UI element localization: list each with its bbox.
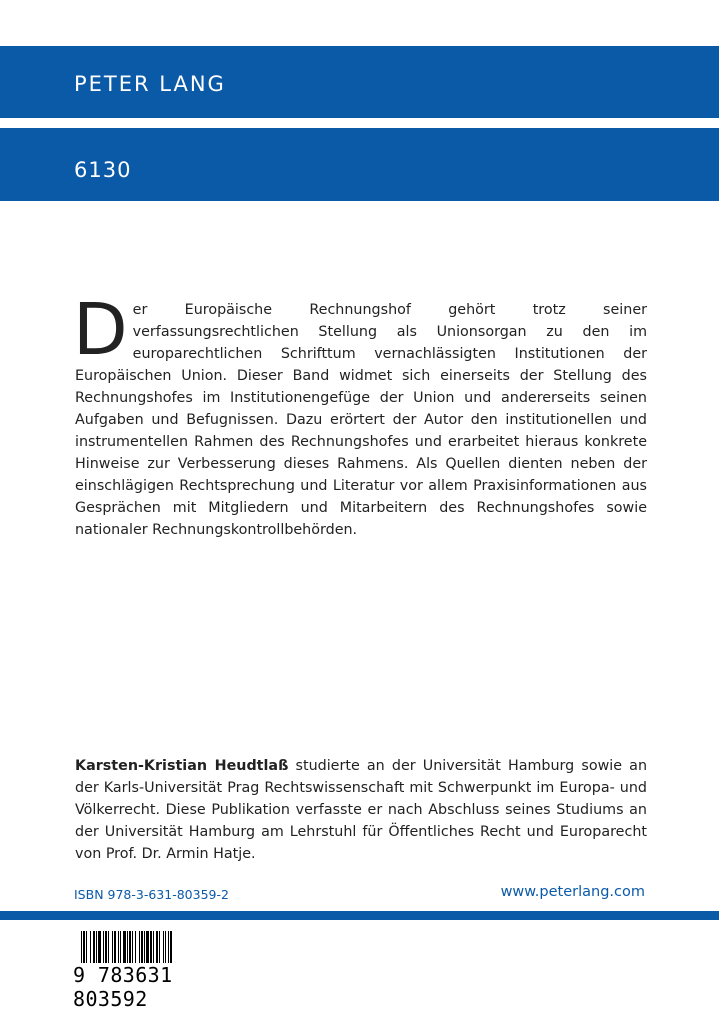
abstract-text: er Europäische Rechnungshof gehört trotz seiner verfassungsrechtlichen Stellung als Unionsorgan zu den im europarechtlichen Schrifttum vernachlässigten Institutionen der Europäischen Union. Dieser Band widmet sich einerseits der Stellung des Rechnungshofes im Institutionengefüge der Union und andererseits seinen Aufgaben und Befugnissen. Dazu erörtert der Autor den institutionellen und instrumentellen Rahmen des Rechnungshofes und erarbeitet hieraus konkrete Hinweise zur Verbesserung dieses Rahmens. Als Quellen dienten neben der einschlägigen Rechtsprechung und Literatur vor allem Praxisinformationen aus Gesprächen mit Mitgliedern und Mitarbeitern des Rechnungshofes sowie nationaler Rechnungskontrollbehörden. bbox=[75, 302, 647, 538]
barcode-bar bbox=[163, 931, 164, 965]
publisher-name: PETER LANG bbox=[74, 72, 226, 96]
barcode-bar bbox=[159, 931, 160, 965]
series-number: 6130 bbox=[74, 158, 132, 182]
barcode-bar bbox=[81, 931, 82, 965]
barcode-bar bbox=[108, 931, 109, 965]
barcode-bar bbox=[144, 931, 145, 965]
barcode-bar bbox=[127, 931, 128, 965]
barcode-bar bbox=[123, 931, 126, 965]
website-link[interactable]: www.peterlang.com bbox=[500, 884, 645, 900]
barcode-bar bbox=[146, 931, 149, 965]
barcode-bar bbox=[93, 931, 95, 965]
barcode-bar bbox=[129, 931, 131, 965]
barcode-bar bbox=[112, 931, 113, 965]
barcode-bar bbox=[120, 931, 121, 965]
barcode-bar bbox=[103, 931, 104, 965]
barcode-bar bbox=[156, 931, 158, 965]
barcode-bar bbox=[90, 931, 91, 965]
barcode-bar bbox=[132, 931, 133, 965]
barcode-bar bbox=[168, 931, 169, 965]
barcode-bar bbox=[150, 931, 152, 965]
barcode-bar bbox=[141, 931, 143, 965]
barcode-bar bbox=[170, 931, 172, 965]
barcode-bar bbox=[96, 931, 97, 965]
series-banner bbox=[0, 128, 719, 201]
author-name: Karsten-Kristian Heudtlaß bbox=[75, 758, 289, 774]
barcode-bar bbox=[86, 931, 87, 965]
book-abstract bbox=[73, 288, 647, 541]
barcode-bar bbox=[114, 931, 116, 965]
barcode-bar bbox=[139, 931, 140, 965]
barcode bbox=[71, 931, 224, 1011]
publisher-banner bbox=[0, 46, 719, 118]
author-bio-text: studierte an der Universität Hamburg sowie an der Karls-Universität Prag Rechtswissenschaft mit Schwerpunkt im Europa- und Völkerrecht. Diese Publikation verfasste er nach Abschluss seines Studiums an der Universität Hamburg am Lehrstuhl für Öffentliches Recht und Europarecht von Prof. Dr. Armin Hatje. bbox=[75, 758, 648, 862]
isbn-label: ISBN 978-3-631-80359-2 bbox=[74, 887, 229, 902]
barcode-bar bbox=[153, 931, 154, 965]
barcode-bar bbox=[98, 931, 101, 965]
drop-cap: D bbox=[73, 288, 128, 371]
barcode-bar bbox=[105, 931, 107, 965]
barcode-bar bbox=[135, 931, 136, 965]
author-bio bbox=[75, 755, 647, 865]
barcode-bar bbox=[83, 931, 85, 965]
barcode-bar bbox=[165, 931, 166, 965]
barcode-bar bbox=[118, 931, 119, 965]
barcode-digits: 9 783631 803592 bbox=[73, 963, 224, 1011]
footer-rule bbox=[0, 911, 719, 920]
